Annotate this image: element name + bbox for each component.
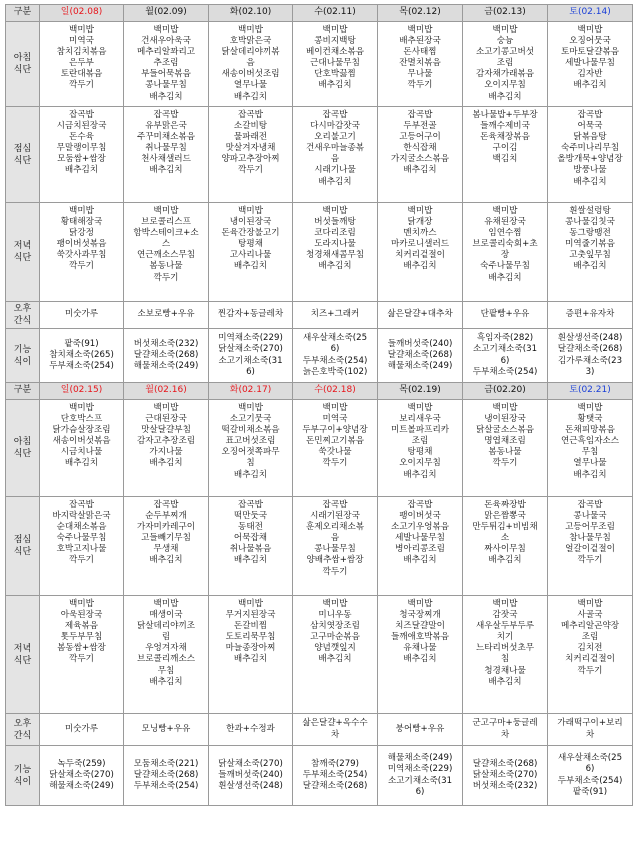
week1-dinner-cell: 흰쌀설렁탕 콩나물김칫국 동그랑땡전 미역줄기볶음 고춧잎무침 배추김치 — [548, 203, 633, 302]
week1-snack-cell: 찐감자+동글레차 — [209, 302, 293, 329]
breakfast-label: 아침 식단 — [6, 22, 40, 107]
week2-dinner-cell: 백미밥 아욱된장국 제육볶음 톳두부무침 봄동쌈+쌈장 깍두기 — [40, 596, 124, 714]
week1-header-row — [6, 5, 633, 22]
week1-lunch-row — [6, 107, 633, 203]
week1-breakfast-cell: 백미밥 오징어뭇국 토마토달걀볶음 세발나물무침 김자반 배추김치 — [548, 22, 633, 107]
week2-breakfast-cell: 백미밥 근대된장국 맛살달걀부침 감자고추장조림 가지나물 배추김치 — [124, 400, 209, 497]
week2-dinner-cell: 백미밥 청국장찌개 치즈달걀말이 들깨애호박볶음 유채나물 배추김치 — [378, 596, 463, 714]
week2-functional-cell: 닭살채소죽(270) 들깨버섯죽(240) 흰살생선죽(248) — [209, 746, 293, 806]
week1-day-7: 토(02.14) — [548, 5, 633, 22]
week2-dinner-cell: 백미밥 미니우동 삼치엿장조림 고구마순볶음 양념깻잎지 배추김치 — [293, 596, 378, 714]
week1-functional-cell: 흑임자죽(282) 소고기채소죽(31 6) 두부채소죽(254) — [463, 329, 548, 383]
lunch-label: 점심 식단 — [6, 497, 40, 596]
week2-breakfast-cell: 백미밥 황탯국 돈채피망볶음 연근흑임자소스 무침 열무나물 배추김치 — [548, 400, 633, 497]
week1-dinner-cell: 백미밥 냉이된장국 돈육간장불고기 탕평채 고사리나물 배추김치 — [209, 203, 293, 302]
week2-breakfast-cell: 백미밥 소고기뭇국 떡갈비채소볶음 표고버섯조림 오징어젓쪽파무 침 배추김치 — [209, 400, 293, 497]
week2-dinner-cell: 백미밥 무거지된장국 돈갈비찜 도토리묵무침 마늘종장아찌 배추김치 — [209, 596, 293, 714]
dinner-label: 저녁 식단 — [6, 596, 40, 714]
week1-functional-cell: 미역채소죽(229) 닭살채소죽(270) 소고기채소죽(31 6) — [209, 329, 293, 383]
week2-day-5: 목(02.19) — [378, 383, 463, 400]
week1-functional-cell: 새우살채소죽(25 6) 두부채소죽(254) 늙은호박죽(102) — [293, 329, 378, 383]
week1-functional-cell: 버섯채소죽(232) 달걀채소죽(268) 해물채소죽(249) — [124, 329, 209, 383]
week1-day-5: 목(02.12) — [378, 5, 463, 22]
weekly-menu-table — [5, 4, 633, 806]
week1-dinner-row — [6, 203, 633, 302]
week1-dinner-cell: 백미밥 황태해장국 닭강정 팽이버섯볶음 쑥갓사과무침 깍두기 — [40, 203, 124, 302]
week1-breakfast-cell: 백미밥 숭늉 소고기콩고버섯 조림 감자채가래볶음 오이지무침 배추김치 — [463, 22, 548, 107]
week1-snack-cell: 치즈+그래커 — [293, 302, 378, 329]
week2-lunch-cell: 잡곡밥 콩나물국 고등어무조림 참나물무침 얼갈이겉절이 깍두기 — [548, 497, 633, 596]
week2-functional-cell: 해물채소죽(249) 미역채소죽(229) 소고기채소죽(31 6) — [378, 746, 463, 806]
week1-dinner-cell: 백미밥 유채된장국 임연수찜 브로콜리숙회+초 장 숙주나물무침 배추김치 — [463, 203, 548, 302]
breakfast-label: 아침 식단 — [6, 400, 40, 497]
week2-dinner-row — [6, 596, 633, 714]
week1-day-3: 화(02.10) — [209, 5, 293, 22]
week1-snack-row — [6, 302, 633, 329]
week1-snack-cell: 소보로빵+우유 — [124, 302, 209, 329]
week2-functional-cell: 달걀채소죽(268) 닭살채소죽(270) 버섯채소죽(232) — [463, 746, 548, 806]
week1-dinner-cell: 백미밥 버섯들깨탕 코다리조림 도라지나물 청경채새콤무침 배추김치 — [293, 203, 378, 302]
week2-day-3: 화(02.17) — [209, 383, 293, 400]
functional-label: 기능 식이 — [6, 329, 40, 383]
week1-functional-cell: 팥죽(91) 참치채소죽(265) 두부채소죽(254) — [40, 329, 124, 383]
week2-snack-cell: 모닝빵+우유 — [124, 714, 209, 746]
header-label: 구분 — [6, 383, 40, 400]
week1-lunch-cell: 잡곡밥 소갈비탕 물파래전 맛살겨자냉채 양파고추장아찌 깍두기 — [209, 107, 293, 203]
week1-day-4: 수(02.11) — [293, 5, 378, 22]
week1-lunch-cell: 잡곡밥 다시마감잣국 오리불고기 건새우마늘종볶 음 시래기나물 배추김치 — [293, 107, 378, 203]
week2-functional-cell: 녹두죽(259) 닭살채소죽(270) 해물채소죽(249) — [40, 746, 124, 806]
week2-snack-cell: 한과+수정과 — [209, 714, 293, 746]
week1-breakfast-cell: 백미밥 미역국 참치김치볶음 은두부 토란대볶음 깍두기 — [40, 22, 124, 107]
week1-functional-row — [6, 329, 633, 383]
week2-breakfast-cell: 백미밥 냉이된장국 닭살굴소스볶음 명엽채조림 봄동나물 깍두기 — [463, 400, 548, 497]
week1-lunch-cell: 잡곡밥 유부맑은국 주꾸미채소볶음 취나물무침 천사채샐러드 배추김치 — [124, 107, 209, 203]
week1-lunch-cell: 잡곡밥 어묵국 닭볶음탕 숙주미나리무침 올방개묵+양념장 방풍나물 배추김치 — [548, 107, 633, 203]
week2-breakfast-row — [6, 400, 633, 497]
week1-snack-cell: 삶은달걀+대추차 — [378, 302, 463, 329]
week2-day-1: 일(02.15) — [40, 383, 124, 400]
week2-snack-cell: 가래떡구이+보리 차 — [548, 714, 633, 746]
week2-dinner-cell: 백미밥 매생이국 닭살데리야끼조 림 우엉겨자채 브로콜리깨소스 무침 배추김치 — [124, 596, 209, 714]
week1-lunch-cell: 봄나물밥+두부장 들깨수제비국 돈육채장볶음 구이김 백김치 — [463, 107, 548, 203]
week2-breakfast-cell: 백미밥 미역국 두부구이+양념장 돈민찌고기볶음 쑥갓나물 깍두기 — [293, 400, 378, 497]
week2-breakfast-cell: 백미밥 보리새우국 미트볼파프리카 조림 탕평채 오이지무침 배추김치 — [378, 400, 463, 497]
week1-lunch-cell: 잡곡밥 두부전골 고등어구이 한식잡채 가지굴소스볶음 배추김치 — [378, 107, 463, 203]
week2-snack-cell: 삶은달걀+옥수수 차 — [293, 714, 378, 746]
week1-lunch-cell: 잡곡밥 시금치된장국 돈수육 무말랭이무침 모둠쌈+쌈장 배추김치 — [40, 107, 124, 203]
week1-day-1: 일(02.08) — [40, 5, 124, 22]
week1-breakfast-cell: 백미밥 콩비지백탕 베이컨채소볶음 근대나물무침 단호박끓찜 배추김치 — [293, 22, 378, 107]
week1-day-6: 금(02.13) — [463, 5, 548, 22]
week1-functional-cell: 들깨버섯죽(240) 달걀채소죽(268) 해물채소죽(249) — [378, 329, 463, 383]
lunch-label: 점심 식단 — [6, 107, 40, 203]
week2-dinner-cell: 백미밥 감잣국 새우살두부두루 치기 느타리버섯초무 침 청경채나물 배추김치 — [463, 596, 548, 714]
week1-breakfast-row — [6, 22, 633, 107]
week2-snack-cell: 미숫가루 — [40, 714, 124, 746]
week1-dinner-cell: 백미밥 브로콜리스프 함박스테이크+소 스 연근깨소스무침 봄동나물 깍두기 — [124, 203, 209, 302]
snack-label: 오후 간식 — [6, 714, 40, 746]
week1-breakfast-cell: 백미밥 호박맑은국 닭살데리야끼볶 음 새송이버섯조림 열무나물 배추김치 — [209, 22, 293, 107]
week2-functional-cell: 참깨죽(279) 두부채소죽(254) 달걀채소죽(268) — [293, 746, 378, 806]
week2-header-row — [6, 383, 633, 400]
header-label: 구분 — [6, 5, 40, 22]
week2-lunch-cell: 돈육짜장밥 맑은짬뽕국 만두튀김+비빔채 소 짜사이무침 배추김치 — [463, 497, 548, 596]
week2-lunch-cell: 잡곡밥 팽이버섯국 소고기우엉볶음 세발나물무침 병아리콩조림 배추김치 — [378, 497, 463, 596]
week2-lunch-row — [6, 497, 633, 596]
functional-label: 기능 식이 — [6, 746, 40, 806]
week2-functional-cell: 모둠채소죽(221) 달걀채소죽(268) 두부채소죽(254) — [124, 746, 209, 806]
week1-breakfast-cell: 백미밥 건새우아욱국 메추리알꽈리고 추조림 부들어묵볶음 콩나물무침 배추김치 — [124, 22, 209, 107]
week2-day-4: 수(02.18) — [293, 383, 378, 400]
week1-breakfast-cell: 백미밥 배추된장국 돈사태찜 잔멸치볶음 무나물 깍두기 — [378, 22, 463, 107]
snack-label: 오후 간식 — [6, 302, 40, 329]
week2-lunch-cell: 잡곡밥 순두부찌개 가자미카레구이 고들빼기무침 무생채 배추김치 — [124, 497, 209, 596]
dinner-label: 저녁 식단 — [6, 203, 40, 302]
week2-day-7: 토(02.21) — [548, 383, 633, 400]
week2-dinner-cell: 백미밥 사골국 메추리알곤약장 조림 김치전 치커리겉절이 깍두기 — [548, 596, 633, 714]
week2-functional-row — [6, 746, 633, 806]
week2-day-2: 월(02.16) — [124, 383, 209, 400]
week2-lunch-cell: 잡곡밥 시래기된장국 훈제오리채소볶 음 콩나물무침 양배추쌈+쌈장 깍두기 — [293, 497, 378, 596]
week2-snack-row — [6, 714, 633, 746]
week2-functional-cell: 새우살채소죽(25 6) 두부채소죽(254) 팥죽(91) — [548, 746, 633, 806]
week2-breakfast-cell: 백미밥 단호박스프 닭가슴살장조림 새송이버섯볶음 시금치나물 배추김치 — [40, 400, 124, 497]
week1-snack-cell: 증편+유자차 — [548, 302, 633, 329]
week1-dinner-cell: 백미밥 닭개장 멘치까스 마카로니샐러드 치커리겉절이 배추김치 — [378, 203, 463, 302]
week1-snack-cell: 단팥빵+우유 — [463, 302, 548, 329]
week2-snack-cell: 군고구마+둥글레 차 — [463, 714, 548, 746]
week2-lunch-cell: 잡곡밥 바지락살맑은국 순대채소볶음 숙주나물무침 호박고지나물 깍두기 — [40, 497, 124, 596]
week2-snack-cell: 붕어빵+우유 — [378, 714, 463, 746]
week2-lunch-cell: 잡곡밥 떡만둣국 동태전 어묵잡채 취나물볶음 배추김치 — [209, 497, 293, 596]
week2-day-6: 금(02.20) — [463, 383, 548, 400]
week1-day-2: 월(02.09) — [124, 5, 209, 22]
week1-snack-cell: 미숫가루 — [40, 302, 124, 329]
week1-functional-cell: 흰살생선죽(248) 달걀채소죽(268) 김가루채소죽(23 3) — [548, 329, 633, 383]
